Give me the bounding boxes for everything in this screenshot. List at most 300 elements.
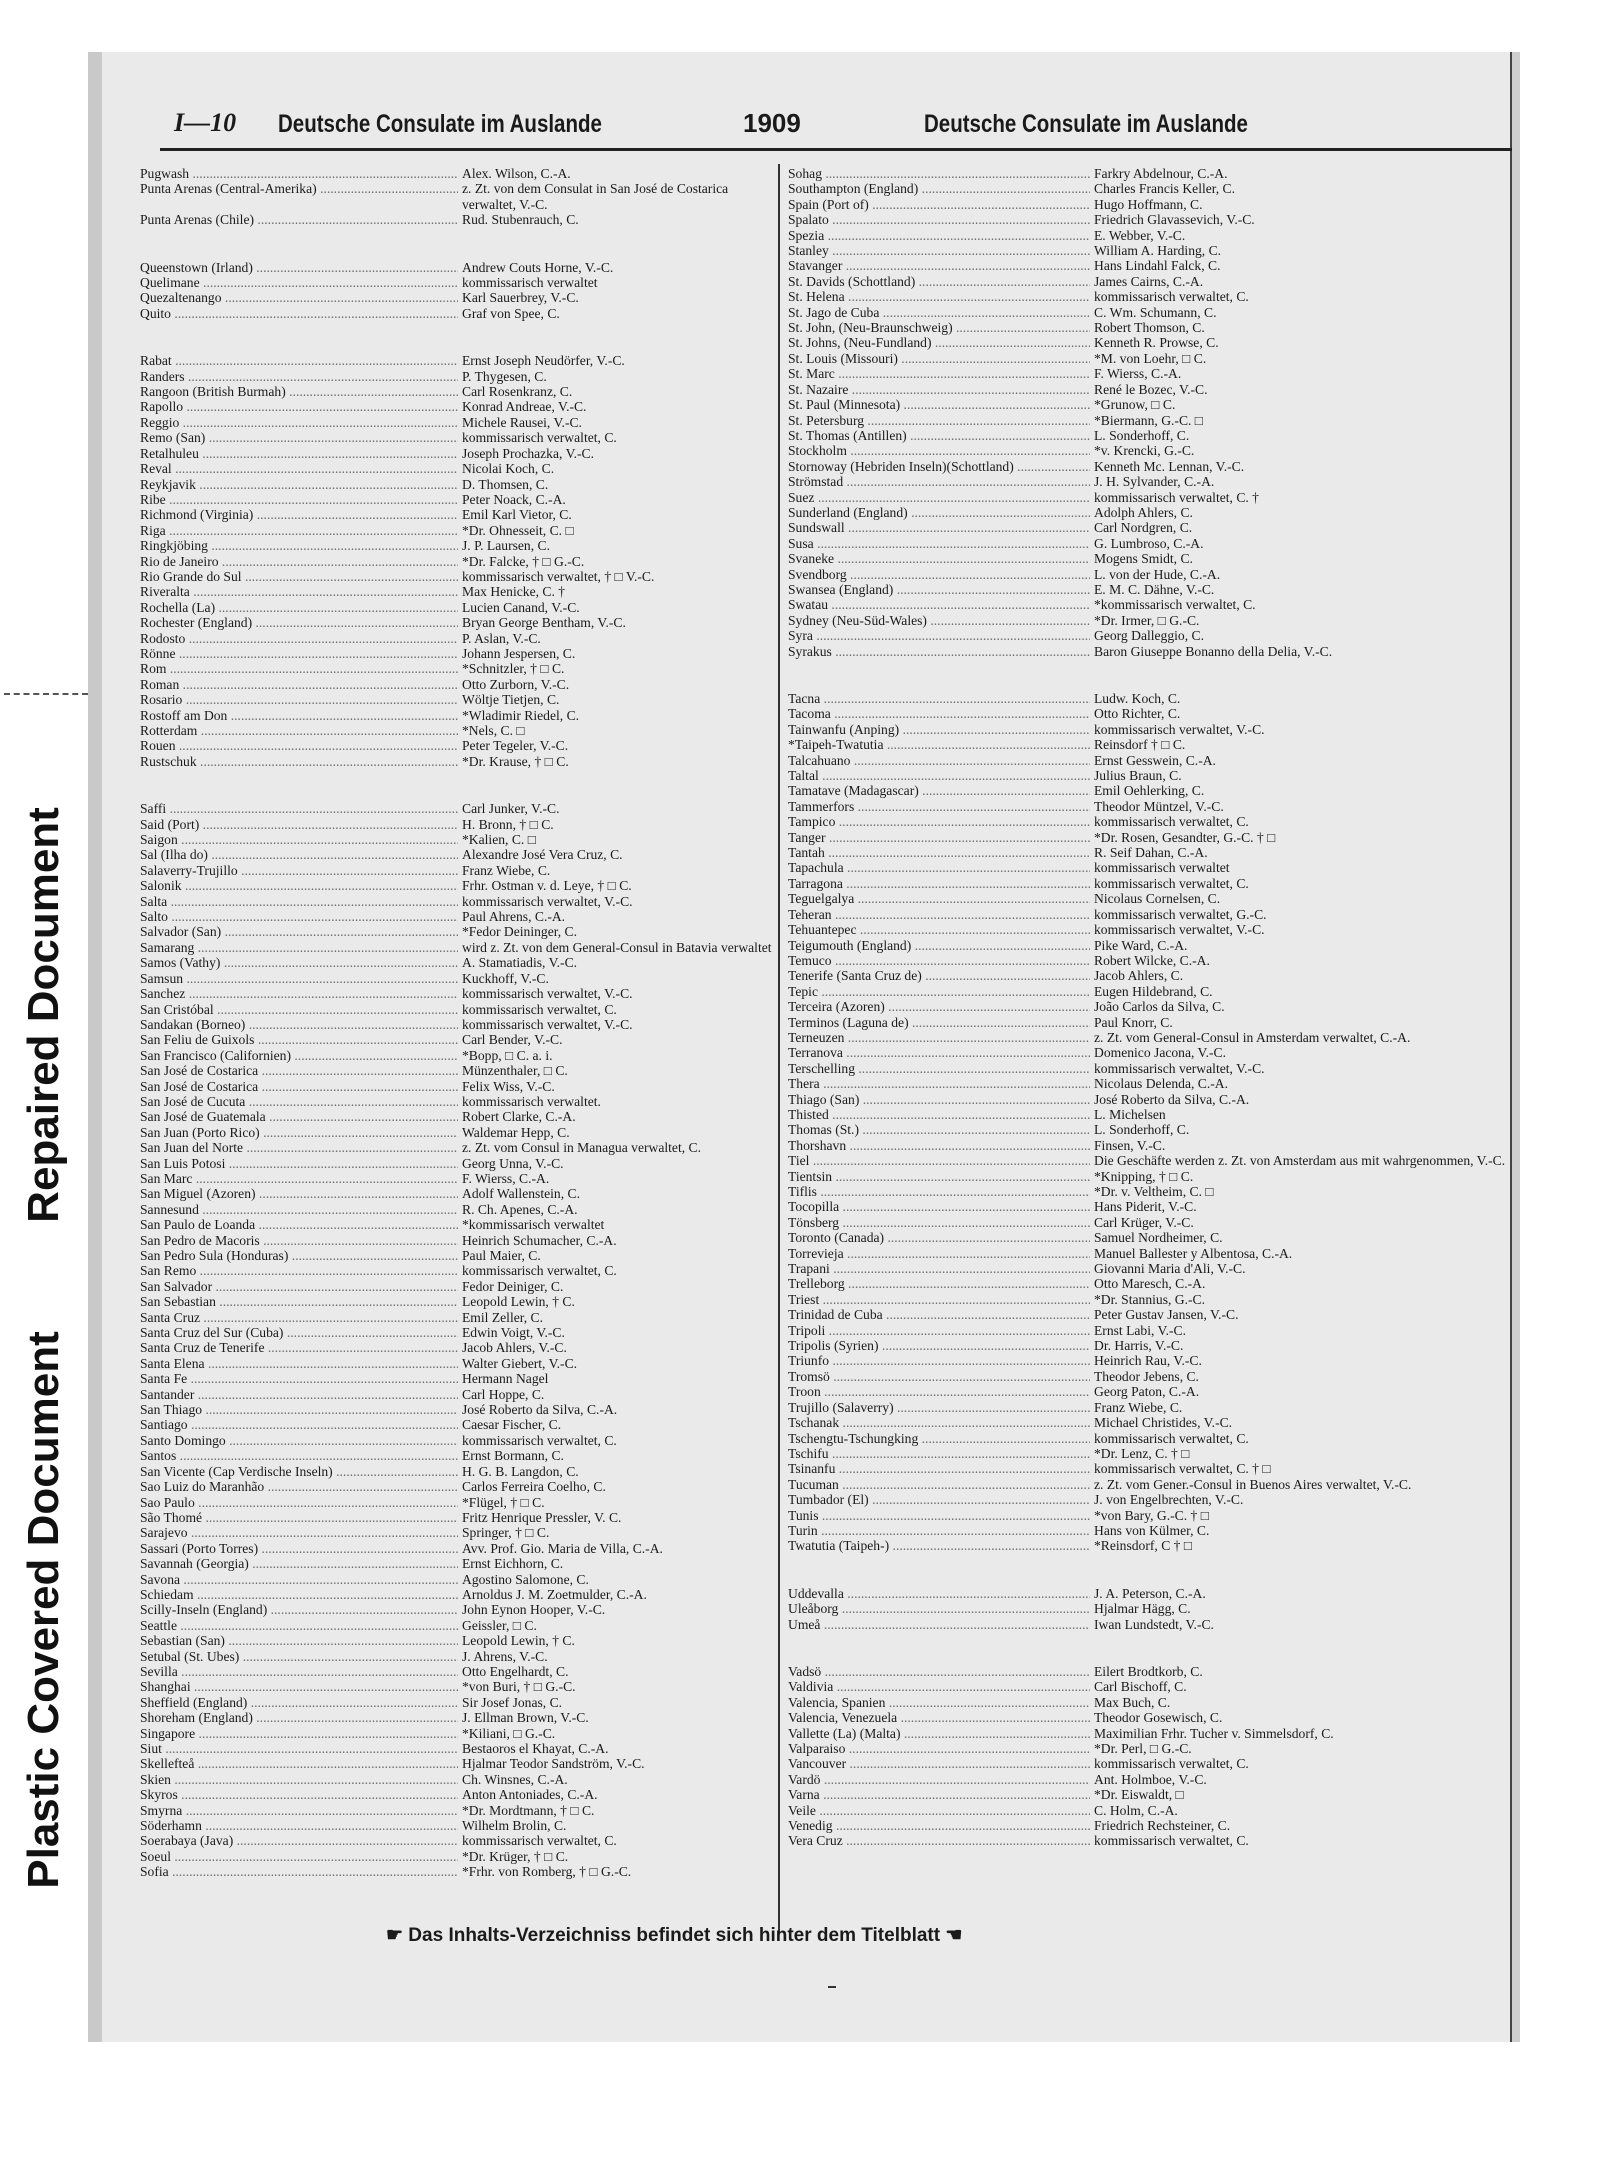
- consulate-location: Richmond (Virginia) .....: [140, 507, 458, 522]
- consulate-entry: [788, 536, 1508, 551]
- consul-name: *Dr. Krause, † □ C.: [462, 753, 569, 769]
- consul-name: kommissarisch verwaltet, C.: [1094, 875, 1249, 891]
- consulate-entry: [140, 1171, 772, 1186]
- consul-name: *Nels, C. □: [462, 723, 525, 738]
- consul-name: Julius Braun, C.: [1094, 768, 1182, 784]
- consulate-location: Sal (Ilha do) .....: [140, 847, 458, 862]
- consulate-entry: [140, 430, 772, 445]
- consulate-location: Thera .....: [788, 1076, 1090, 1091]
- consul-name: *Wladimir Riedel, C.: [462, 707, 580, 723]
- consulate-entry: [788, 1184, 1508, 1199]
- consulate-entry: [140, 971, 772, 986]
- consulate-entry: [140, 661, 772, 676]
- consulate-location: Remo (San) .....: [140, 430, 458, 445]
- consulate-location: Sao Paulo .....: [140, 1495, 458, 1510]
- consulate-location: Roman .....: [140, 677, 458, 692]
- consulate-entry: [140, 1186, 772, 1201]
- consulate-entry: [788, 1446, 1508, 1461]
- consulate-entry: [140, 1541, 772, 1556]
- consulate-entry: [140, 1402, 772, 1417]
- consul-name: kommissarisch verwaltet, C.: [1094, 1756, 1249, 1772]
- consulate-location: Stanley .....: [788, 243, 1090, 258]
- consul-name: Sir Josef Jonas, C.: [462, 1694, 563, 1710]
- consul-name: Manuel Ballester y Albentosa, C.-A.: [1094, 1245, 1293, 1261]
- consulate-location: Tapachula .....: [788, 860, 1090, 875]
- consul-name: Carl Nordgren, C.: [1094, 520, 1193, 536]
- consulate-location: Rapollo .....: [140, 399, 458, 414]
- consul-name: *kommissarisch verwaltet: [462, 1217, 605, 1233]
- consulate-entry: [788, 274, 1508, 289]
- consulate-entry: [140, 1217, 772, 1232]
- footer-mark: [828, 1986, 836, 1988]
- consulate-location: Stornoway (Hebriden Inseln)(Schottland) .....: [788, 459, 1090, 474]
- consul-name: wird z. Zt. von dem General-Consul in Batavia verwaltet: [462, 939, 772, 955]
- consul-name: Kenneth Mc. Lennan, V.-C.: [1094, 458, 1245, 474]
- consulate-location: Rom .....: [140, 661, 458, 676]
- consulate-entry: [140, 492, 772, 507]
- consulate-entry: [788, 597, 1508, 612]
- consulate-location: Suez .....: [788, 490, 1090, 505]
- consul-name: Ant. Holmboe, V.-C.: [1094, 1771, 1207, 1787]
- consulate-location: Scilly-Inseln (England) .....: [140, 1602, 458, 1617]
- consulate-location: San José de Guatemala .....: [140, 1109, 458, 1124]
- header-title-right: Deutsche Consulate im Auslande: [924, 110, 1248, 138]
- consul-name: Rud. Stubenrauch, C.: [462, 212, 579, 228]
- consulate-entry: [788, 474, 1508, 489]
- letter-block-gap: [140, 321, 772, 353]
- consulate-entry: [140, 1756, 772, 1771]
- consulate-entry: [140, 1849, 772, 1864]
- consul-name: Ernst Bormann, C.: [462, 1448, 564, 1464]
- consul-name: kommissarisch verwaltet, C.: [1094, 1833, 1249, 1849]
- consul-name: Eilert Brodtkorb, C.: [1094, 1663, 1203, 1679]
- consulate-entry: [788, 166, 1508, 181]
- consulate-entry: [140, 1448, 772, 1463]
- consulate-entry: [140, 1233, 772, 1248]
- consulate-location: Sunderland (England) .....: [788, 505, 1090, 520]
- consulate-location: Schiedam .....: [140, 1587, 458, 1602]
- repaired-document-label: Repaired Document: [19, 807, 68, 1223]
- consulate-entry: [140, 384, 772, 399]
- consulate-location: Siut .....: [140, 1741, 458, 1756]
- consulate-entry: [788, 1369, 1508, 1384]
- consulate-entry: [140, 306, 772, 321]
- consulate-entry: [788, 644, 1508, 659]
- consulate-location: Rönne .....: [140, 646, 458, 661]
- consulate-entry: [788, 1215, 1508, 1230]
- consulate-entry: [140, 554, 772, 569]
- consulate-entry: [140, 569, 772, 584]
- consulate-entry: [140, 832, 772, 847]
- consulate-location: San Juan del Norte .....: [140, 1140, 458, 1155]
- consulate-entry: [788, 1015, 1508, 1030]
- consulate-entry: [788, 1710, 1508, 1725]
- consulate-location: San Marc .....: [140, 1171, 458, 1186]
- consulate-entry: [140, 1695, 772, 1710]
- consul-name: L. Michelsen: [1094, 1106, 1166, 1122]
- consulate-location: Tschengtu-Tschungking .....: [788, 1431, 1090, 1446]
- consulate-entry: [788, 1169, 1508, 1184]
- consulate-location: St. Louis (Missouri) .....: [788, 351, 1090, 366]
- consul-name: Franz Wiebe, C.: [1094, 1399, 1183, 1415]
- consul-name: Iwan Lundstedt, V.-C.: [1094, 1616, 1214, 1632]
- consul-name: J. P. Laursen, C.: [462, 538, 550, 554]
- consul-name: *Schnitzler, † □ C.: [462, 661, 565, 677]
- consulate-location: Salaverry-Trujillo .....: [140, 863, 458, 878]
- consulate-location: Valparaiso .....: [788, 1741, 1090, 1756]
- consulate-location: Swatau .....: [788, 597, 1090, 612]
- consul-name: Hjalmar Teodor Sandström, V.-C.: [462, 1756, 645, 1772]
- consulate-location: Umeå .....: [788, 1617, 1090, 1632]
- consulate-entry: [140, 1340, 772, 1355]
- consulate-entry: [140, 166, 772, 181]
- consul-name: G. Lumbroso, C.-A.: [1094, 535, 1204, 551]
- consul-name: Robert Clarke, C.-A.: [462, 1109, 576, 1125]
- consulate-location: Tönsberg .....: [788, 1215, 1090, 1230]
- consulate-location: Syra .....: [788, 628, 1090, 643]
- consul-name: Baron Giuseppe Bonanno della Delia, V.-C.: [1094, 643, 1333, 659]
- consulate-location: Savona .....: [140, 1572, 458, 1587]
- consul-name: L. Sonderhoff, C.: [1094, 427, 1190, 443]
- consulate-location: Saigon .....: [140, 832, 458, 847]
- side-labels: [0, 0, 88, 2177]
- consulate-entry: [140, 1371, 772, 1386]
- consul-name: Giovanni Maria d'Ali, V.-C.: [1094, 1261, 1246, 1277]
- consulate-entry: [788, 1246, 1508, 1261]
- consulate-entry: [140, 399, 772, 414]
- consulate-entry: [788, 459, 1508, 474]
- consulate-entry: [140, 692, 772, 707]
- consulate-entry: [140, 1294, 772, 1309]
- consulate-location: Uddevalla .....: [788, 1586, 1090, 1601]
- page-binding-shadow: [88, 52, 102, 2042]
- consul-name: Carl Junker, V.-C.: [462, 801, 560, 817]
- consulate-location: Tacoma .....: [788, 706, 1090, 721]
- consulate-entry: [788, 953, 1508, 968]
- consulate-location: Riveralta .....: [140, 584, 458, 599]
- consulate-entry: [788, 984, 1508, 999]
- consul-name: z. Zt. vom Consul in Managua verwaltet, C.: [462, 1140, 701, 1156]
- consul-name: kommissarisch verwaltet: [462, 275, 598, 291]
- consulate-location: *Taipeh-Twatutia .....: [788, 737, 1090, 752]
- consulate-entry: [140, 1525, 772, 1540]
- consul-name: Fritz Henrique Pressler, V. C.: [462, 1509, 622, 1525]
- consul-name: Adolph Ahlers, C.: [1094, 504, 1193, 520]
- consul-name: kommissarisch verwaltet, C.: [1094, 1430, 1249, 1446]
- consul-name: z. Zt. vom Gener.-Consul in Buenos Aires verwaltet, V.-C.: [1094, 1476, 1412, 1492]
- consul-name: kommissarisch verwaltet, V.-C.: [462, 893, 633, 909]
- consulate-location: St. Davids (Schottland) .....: [788, 274, 1090, 289]
- consulate-location: Retalhuleu .....: [140, 446, 458, 461]
- consulate-location: Terceira (Azoren) .....: [788, 999, 1090, 1014]
- consulate-location: Santiago .....: [140, 1417, 458, 1432]
- consul-name: Domenico Jacona, V.-C.: [1094, 1045, 1227, 1061]
- consul-name: William A. Harding, C.: [1094, 243, 1222, 259]
- consulate-location: Vallette (La) (Malta) .....: [788, 1726, 1090, 1741]
- consulate-entry: [788, 968, 1508, 983]
- consulate-entry: [788, 443, 1508, 458]
- consulate-location: Soeul .....: [140, 1849, 458, 1864]
- consulate-location: Tschifu .....: [788, 1446, 1090, 1461]
- consulate-location: Southampton (England) .....: [788, 181, 1090, 196]
- consul-name: Dr. Harris, V.-C.: [1094, 1338, 1184, 1354]
- consul-name: Hans von Külmer, C.: [1094, 1522, 1210, 1538]
- consulate-location: Rio de Janeiro .....: [140, 554, 458, 569]
- consulate-entry: [140, 677, 772, 692]
- consulate-entry: [788, 366, 1508, 381]
- consulate-entry: [788, 830, 1508, 845]
- consulate-location: Tampico .....: [788, 814, 1090, 829]
- consulate-entry: [140, 1510, 772, 1525]
- consulate-entry: [140, 940, 772, 955]
- consulate-entry: [140, 1864, 772, 1879]
- consulate-location: Valdivia .....: [788, 1679, 1090, 1694]
- consulate-entry: [788, 1323, 1508, 1338]
- consul-name: *Dr. v. Veltheim, C. □: [1094, 1184, 1214, 1199]
- consul-name: Geissler, □ C.: [462, 1617, 537, 1633]
- consul-name: Leopold Lewin, † C.: [462, 1633, 575, 1649]
- consul-name: Avv. Prof. Gio. Maria de Villa, C.-A.: [462, 1540, 663, 1556]
- consulate-location: Smyrna .....: [140, 1803, 458, 1818]
- consulate-location: Sebastian (San) .....: [140, 1633, 458, 1648]
- consul-name: Hans Lindahl Falck, C.: [1094, 258, 1221, 274]
- consul-name: kommissarisch verwaltet, V.-C.: [1094, 1060, 1265, 1076]
- consulate-entry: [788, 799, 1508, 814]
- consulate-entry: [788, 1741, 1508, 1756]
- consul-name: *von Buri, † □ G.-C.: [462, 1679, 576, 1695]
- consulate-entry: [788, 876, 1508, 891]
- consul-name: Wöltje Tietjen, C.: [462, 692, 560, 708]
- consulate-entry: [788, 706, 1508, 721]
- consulate-entry: [788, 860, 1508, 875]
- consul-name: *Dr. Eiswaldt, □: [1094, 1787, 1184, 1803]
- consulate-location: Salvador (San) .....: [140, 924, 458, 939]
- consul-name: Emil Karl Vietor, C.: [462, 507, 572, 523]
- consulate-location: Spezia .....: [788, 228, 1090, 243]
- consulate-location: Saffi .....: [140, 801, 458, 816]
- consul-name: *Kiliani, □ G.-C.: [462, 1725, 556, 1741]
- consul-name: P. Thygesen, C.: [462, 368, 547, 384]
- consul-name: *Knipping, † □ C.: [1094, 1168, 1194, 1184]
- consul-name: Otto Maresch, C.-A.: [1094, 1276, 1206, 1292]
- consulate-entry: [140, 1556, 772, 1571]
- consulate-location: Rouen .....: [140, 738, 458, 753]
- consul-name: Anton Antoniades, C.-A.: [462, 1787, 598, 1803]
- consulate-entry: [788, 737, 1508, 752]
- consulate-location: Teigumouth (England) .....: [788, 938, 1090, 953]
- consulate-location: Terminos (Laguna de) .....: [788, 1015, 1090, 1030]
- consulate-entry: [788, 613, 1508, 628]
- consul-name: Finsen, V.-C.: [1094, 1137, 1166, 1153]
- consulate-entry: [788, 305, 1508, 320]
- consul-name: Wilhelm Brolin, C.: [462, 1818, 567, 1834]
- consul-name: Emil Zeller, C.: [462, 1309, 543, 1325]
- consulate-location: Ringkjöbing .....: [140, 538, 458, 553]
- consulate-entry: [788, 1461, 1508, 1476]
- consulate-location: Temuco .....: [788, 953, 1090, 968]
- consul-name: Jacob Ahlers, C.: [1094, 968, 1184, 984]
- consul-name: kommissarisch verwaltet, C.: [462, 1001, 617, 1017]
- consul-name: D. Thomsen, C.: [462, 476, 549, 492]
- consulate-location: Tehuantepec .....: [788, 922, 1090, 937]
- consul-name: Ch. Winsnes, C.-A.: [462, 1771, 568, 1787]
- consulate-location: Terschelling .....: [788, 1061, 1090, 1076]
- consulate-entry: [140, 1679, 772, 1694]
- consulate-entry: [140, 894, 772, 909]
- consul-name: Carl Rosenkranz, C.: [462, 384, 573, 400]
- consulate-entry: [788, 1230, 1508, 1245]
- consul-name: Nicolai Koch, C.: [462, 461, 555, 477]
- consulate-entry: [788, 1477, 1508, 1492]
- consulate-location: Svaneke .....: [788, 551, 1090, 566]
- consulate-location: Trinidad de Cuba .....: [788, 1307, 1090, 1322]
- consulate-location: Thiago (San) .....: [788, 1092, 1090, 1107]
- consul-name: kommissarisch verwaltet, V.-C.: [462, 1016, 633, 1032]
- consulate-location: Thorshavn .....: [788, 1138, 1090, 1153]
- consulate-location: Veile .....: [788, 1803, 1090, 1818]
- consulate-location: Sofia .....: [140, 1864, 458, 1879]
- consulate-location: Tammerfors .....: [788, 799, 1090, 814]
- consulate-location: Santo Domingo .....: [140, 1433, 458, 1448]
- consulate-location: San José de Cucuta .....: [140, 1094, 458, 1109]
- consulate-location: Quezaltenango .....: [140, 290, 458, 305]
- consulate-location: Santos .....: [140, 1448, 458, 1463]
- consulate-entry: [788, 490, 1508, 505]
- consul-name: Georg Paton, C.-A.: [1094, 1384, 1200, 1400]
- consul-name: Walter Giebert, V.-C.: [462, 1355, 578, 1371]
- consulate-entry: [788, 1818, 1508, 1833]
- consulate-entry: [788, 258, 1508, 273]
- consulate-location: Sao Luiz do Maranhão .....: [140, 1479, 458, 1494]
- consulate-entry: [140, 646, 772, 661]
- consulate-location: Tanger .....: [788, 830, 1090, 845]
- page-number: I—10: [174, 108, 237, 137]
- consul-name: kommissarisch verwaltet, † □ V.-C.: [462, 568, 655, 584]
- consul-name: F. Wierss, C.-A.: [462, 1170, 550, 1186]
- consul-name: E. M. C. Dähne, V.-C.: [1094, 581, 1215, 597]
- consul-name: kommissarisch verwaltet, C.: [462, 1833, 617, 1849]
- consulate-entry: [788, 1415, 1508, 1430]
- consulate-entry: [788, 289, 1508, 304]
- consulate-entry: [788, 628, 1508, 643]
- consul-name: H. G. B. Langdon, C.: [462, 1463, 579, 1479]
- consulate-location: Sarajevo .....: [140, 1525, 458, 1540]
- consul-name: Springer, † □ C.: [462, 1525, 550, 1541]
- consulate-entry: [140, 1156, 772, 1171]
- consulate-entry: [140, 1310, 772, 1325]
- letter-block-gap: [788, 1632, 1508, 1664]
- consul-name: *Dr. Falcke, † □ G.-C.: [462, 553, 585, 569]
- consulate-location: Trelleborg .....: [788, 1276, 1090, 1291]
- consulate-location: Rabat .....: [140, 353, 458, 368]
- consul-name: Paul Knorr, C.: [1094, 1014, 1173, 1030]
- letter-block-gap: [140, 228, 772, 260]
- consul-name: J. A. Peterson, C.-A.: [1094, 1585, 1206, 1601]
- consulate-location: Tschanak .....: [788, 1415, 1090, 1430]
- consul-name: João Carlos da Silva, C.: [1094, 999, 1225, 1015]
- consulate-entry: [788, 1523, 1508, 1538]
- consulate-entry: [788, 413, 1508, 428]
- consulate-entry: [140, 1649, 772, 1664]
- consulate-entry: [788, 753, 1508, 768]
- consulate-location: Samsun .....: [140, 971, 458, 986]
- consulate-location: Valencia, Venezuela .....: [788, 1710, 1090, 1725]
- consul-name: R. Ch. Apenes, C.-A.: [462, 1201, 578, 1217]
- consul-name: *Fedor Deininger, C.: [462, 924, 577, 940]
- consul-name: Michael Christides, V.-C.: [1094, 1415, 1233, 1431]
- consul-name: Eugen Hildebrand, C.: [1094, 983, 1213, 999]
- consulate-location: Santa Cruz .....: [140, 1310, 458, 1325]
- consul-name: Adolf Wallenstein, C.: [462, 1186, 580, 1202]
- consulate-entry: [140, 723, 772, 738]
- consulate-location: Setubal (St. Ubes) .....: [140, 1649, 458, 1664]
- consulate-location: Tunis .....: [788, 1508, 1090, 1523]
- consulate-location: Skellefteå .....: [140, 1756, 458, 1771]
- consulate-location: Santa Cruz del Sur (Cuba) .....: [140, 1325, 458, 1340]
- consulate-location: San José de Costarica .....: [140, 1079, 458, 1094]
- consul-name: R. Seif Dahan, C.-A.: [1094, 845, 1208, 861]
- consulate-location: Thisted .....: [788, 1107, 1090, 1122]
- consulate-entry: [140, 924, 772, 939]
- consulate-entry: [140, 1772, 772, 1787]
- consul-name: Caesar Fischer, C.: [462, 1417, 562, 1433]
- consul-name: *Dr. Krüger, † □ C.: [462, 1848, 569, 1864]
- consulate-entry: [788, 1772, 1508, 1787]
- consulate-location: Ribe .....: [140, 492, 458, 507]
- consulate-location: Strömstad .....: [788, 474, 1090, 489]
- consulate-entry: [788, 228, 1508, 243]
- consul-name: *v. Krencki, G.-C.: [1094, 443, 1195, 459]
- consulate-location: San Luis Potosi .....: [140, 1156, 458, 1171]
- consulate-entry: [788, 1338, 1508, 1353]
- consul-name: Johann Jespersen, C.: [462, 645, 576, 661]
- consulate-location: Tantah .....: [788, 845, 1090, 860]
- consulate-location: Sannesund .....: [140, 1202, 458, 1217]
- consulate-entry: [788, 1261, 1508, 1276]
- consulate-entry: [140, 955, 772, 970]
- consulate-location: Sheffield (England) .....: [140, 1695, 458, 1710]
- consulate-entry: [788, 1353, 1508, 1368]
- consulate-entry: [788, 1492, 1508, 1507]
- consul-name: F. Wierss, C.-A.: [1094, 366, 1182, 382]
- consul-name: Otto Richter, C.: [1094, 706, 1181, 722]
- consulate-entry: [140, 1587, 772, 1602]
- consulate-location: Salonik .....: [140, 878, 458, 893]
- consulate-location: Teheran .....: [788, 907, 1090, 922]
- consulate-location: Tripolis (Syrien) .....: [788, 1338, 1090, 1353]
- consulate-location: Vancouver .....: [788, 1756, 1090, 1771]
- consulate-location: Tucuman .....: [788, 1477, 1090, 1492]
- consulate-location: San Vicente (Cap Verdische Inseln) .....: [140, 1464, 458, 1479]
- consul-name: Mogens Smidt, C.: [1094, 551, 1193, 567]
- consul-name: Carl Bender, V.-C.: [462, 1032, 563, 1048]
- consulate-location: Terranova .....: [788, 1045, 1090, 1060]
- consulate-location: Tromsö .....: [788, 1369, 1090, 1384]
- consulate-location: Turin .....: [788, 1523, 1090, 1538]
- consul-name: C. Holm, C.-A.: [1094, 1802, 1178, 1818]
- consulate-entry: [788, 1431, 1508, 1446]
- consulate-entry: [788, 197, 1508, 212]
- consul-name: A. Stamatiadis, V.-C.: [462, 955, 578, 971]
- consulate-entry: [788, 1508, 1508, 1523]
- consul-name: Robert Thomson, C.: [1094, 320, 1205, 336]
- consulate-location: Reval .....: [140, 461, 458, 476]
- consulate-entry: [788, 999, 1508, 1014]
- consul-name: Max Buch, C.: [1094, 1694, 1171, 1710]
- consulate-entry: [788, 551, 1508, 566]
- consulate-location: St. Johns, (Neu-Fundland) .....: [788, 335, 1090, 350]
- consul-name: Max Henicke, C. †: [462, 584, 566, 600]
